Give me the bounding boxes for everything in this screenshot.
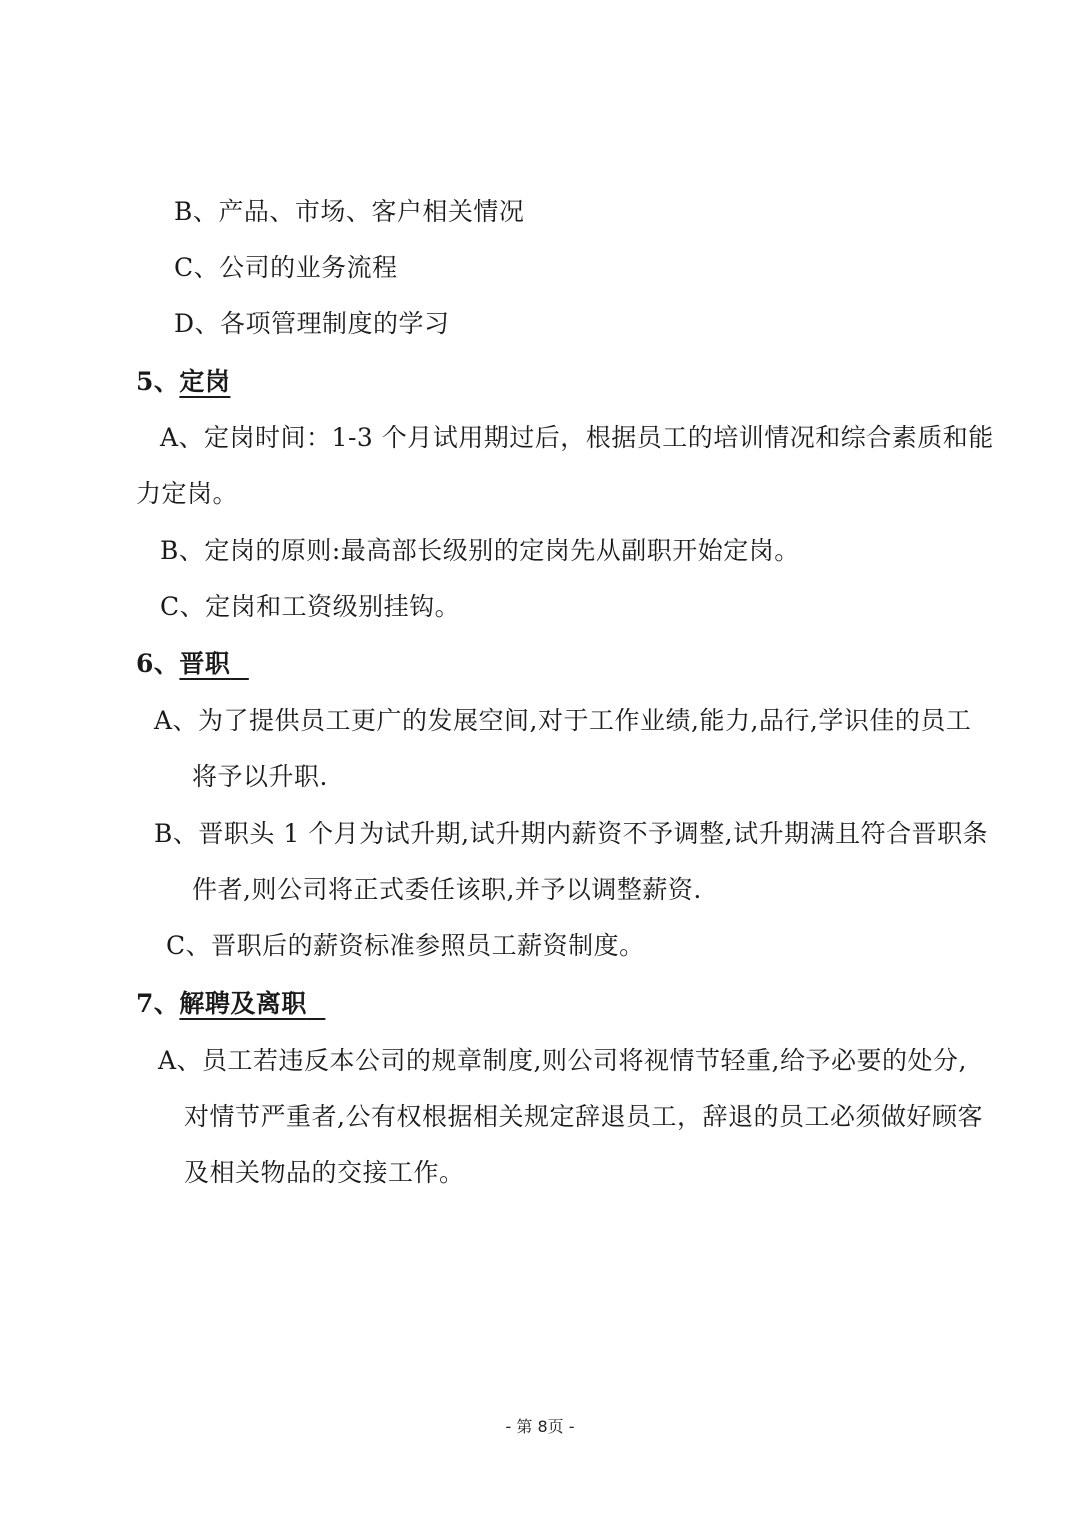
section-7-item-a-line2: 对情节严重者,公有权根据相关规定辞退员工，辞退的员工必须做好顾客 <box>184 1102 983 1131</box>
section-6-item-c: C、晋职后的薪资标准参照员工薪资制度。 <box>166 931 645 960</box>
section-7-item-a-line3: 及相关物品的交接工作。 <box>184 1158 465 1187</box>
section-6-heading <box>136 648 249 680</box>
page-number-footer: - 第 8页 - <box>505 1417 575 1436</box>
item-4b: B、产品、市场、客户相关情况 <box>174 197 525 226</box>
section-6-item-b-line2: 件者,则公司将正式委任该职,并予以调整薪资. <box>192 875 702 904</box>
heading-underline-pad <box>307 989 325 1018</box>
section-7-title: 解聘及离职 <box>179 989 307 1018</box>
section-7-number: 7、 <box>136 989 180 1018</box>
heading-underline-pad <box>230 649 248 678</box>
section-5-item-c: C、定岗和工资级别挂钩。 <box>160 592 461 621</box>
section-7-item-a-line1: A、员工若违反本公司的规章制度,则公司将视情节轻重,给予必要的处分, <box>158 1046 967 1075</box>
section-5-number: 5、 <box>136 367 180 396</box>
item-4d: D、各项管理制度的学习 <box>174 309 450 338</box>
section-6-item-a-line1: A、为了提供员工更广的发展空间,对于工作业绩,能力,品行,学识佳的员工 <box>154 706 972 735</box>
item-4c: C、公司的业务流程 <box>174 253 398 282</box>
section-6-item-b-line1: B、晋职头 1 个月为试升期,试升期内薪资不予调整,试升期满且符合晋职条 <box>154 819 989 848</box>
section-6-number: 6、 <box>136 649 180 678</box>
section-7-heading <box>136 988 325 1020</box>
section-5-heading <box>136 366 230 398</box>
section-6-title: 晋职 <box>179 649 231 678</box>
section-5-item-b: B、定岗的原则:最高部长级别的定岗先从副职开始定岗。 <box>160 536 800 565</box>
section-6-item-a-line2: 将予以升职. <box>192 762 328 791</box>
section-5-item-a-line2: 力定岗。 <box>136 479 239 508</box>
section-5-title: 定岗 <box>179 367 231 396</box>
section-5-item-a-line1: A、定岗时间：1-3 个月试用期过后，根据员工的培训情况和综合素质和能 <box>160 423 994 452</box>
